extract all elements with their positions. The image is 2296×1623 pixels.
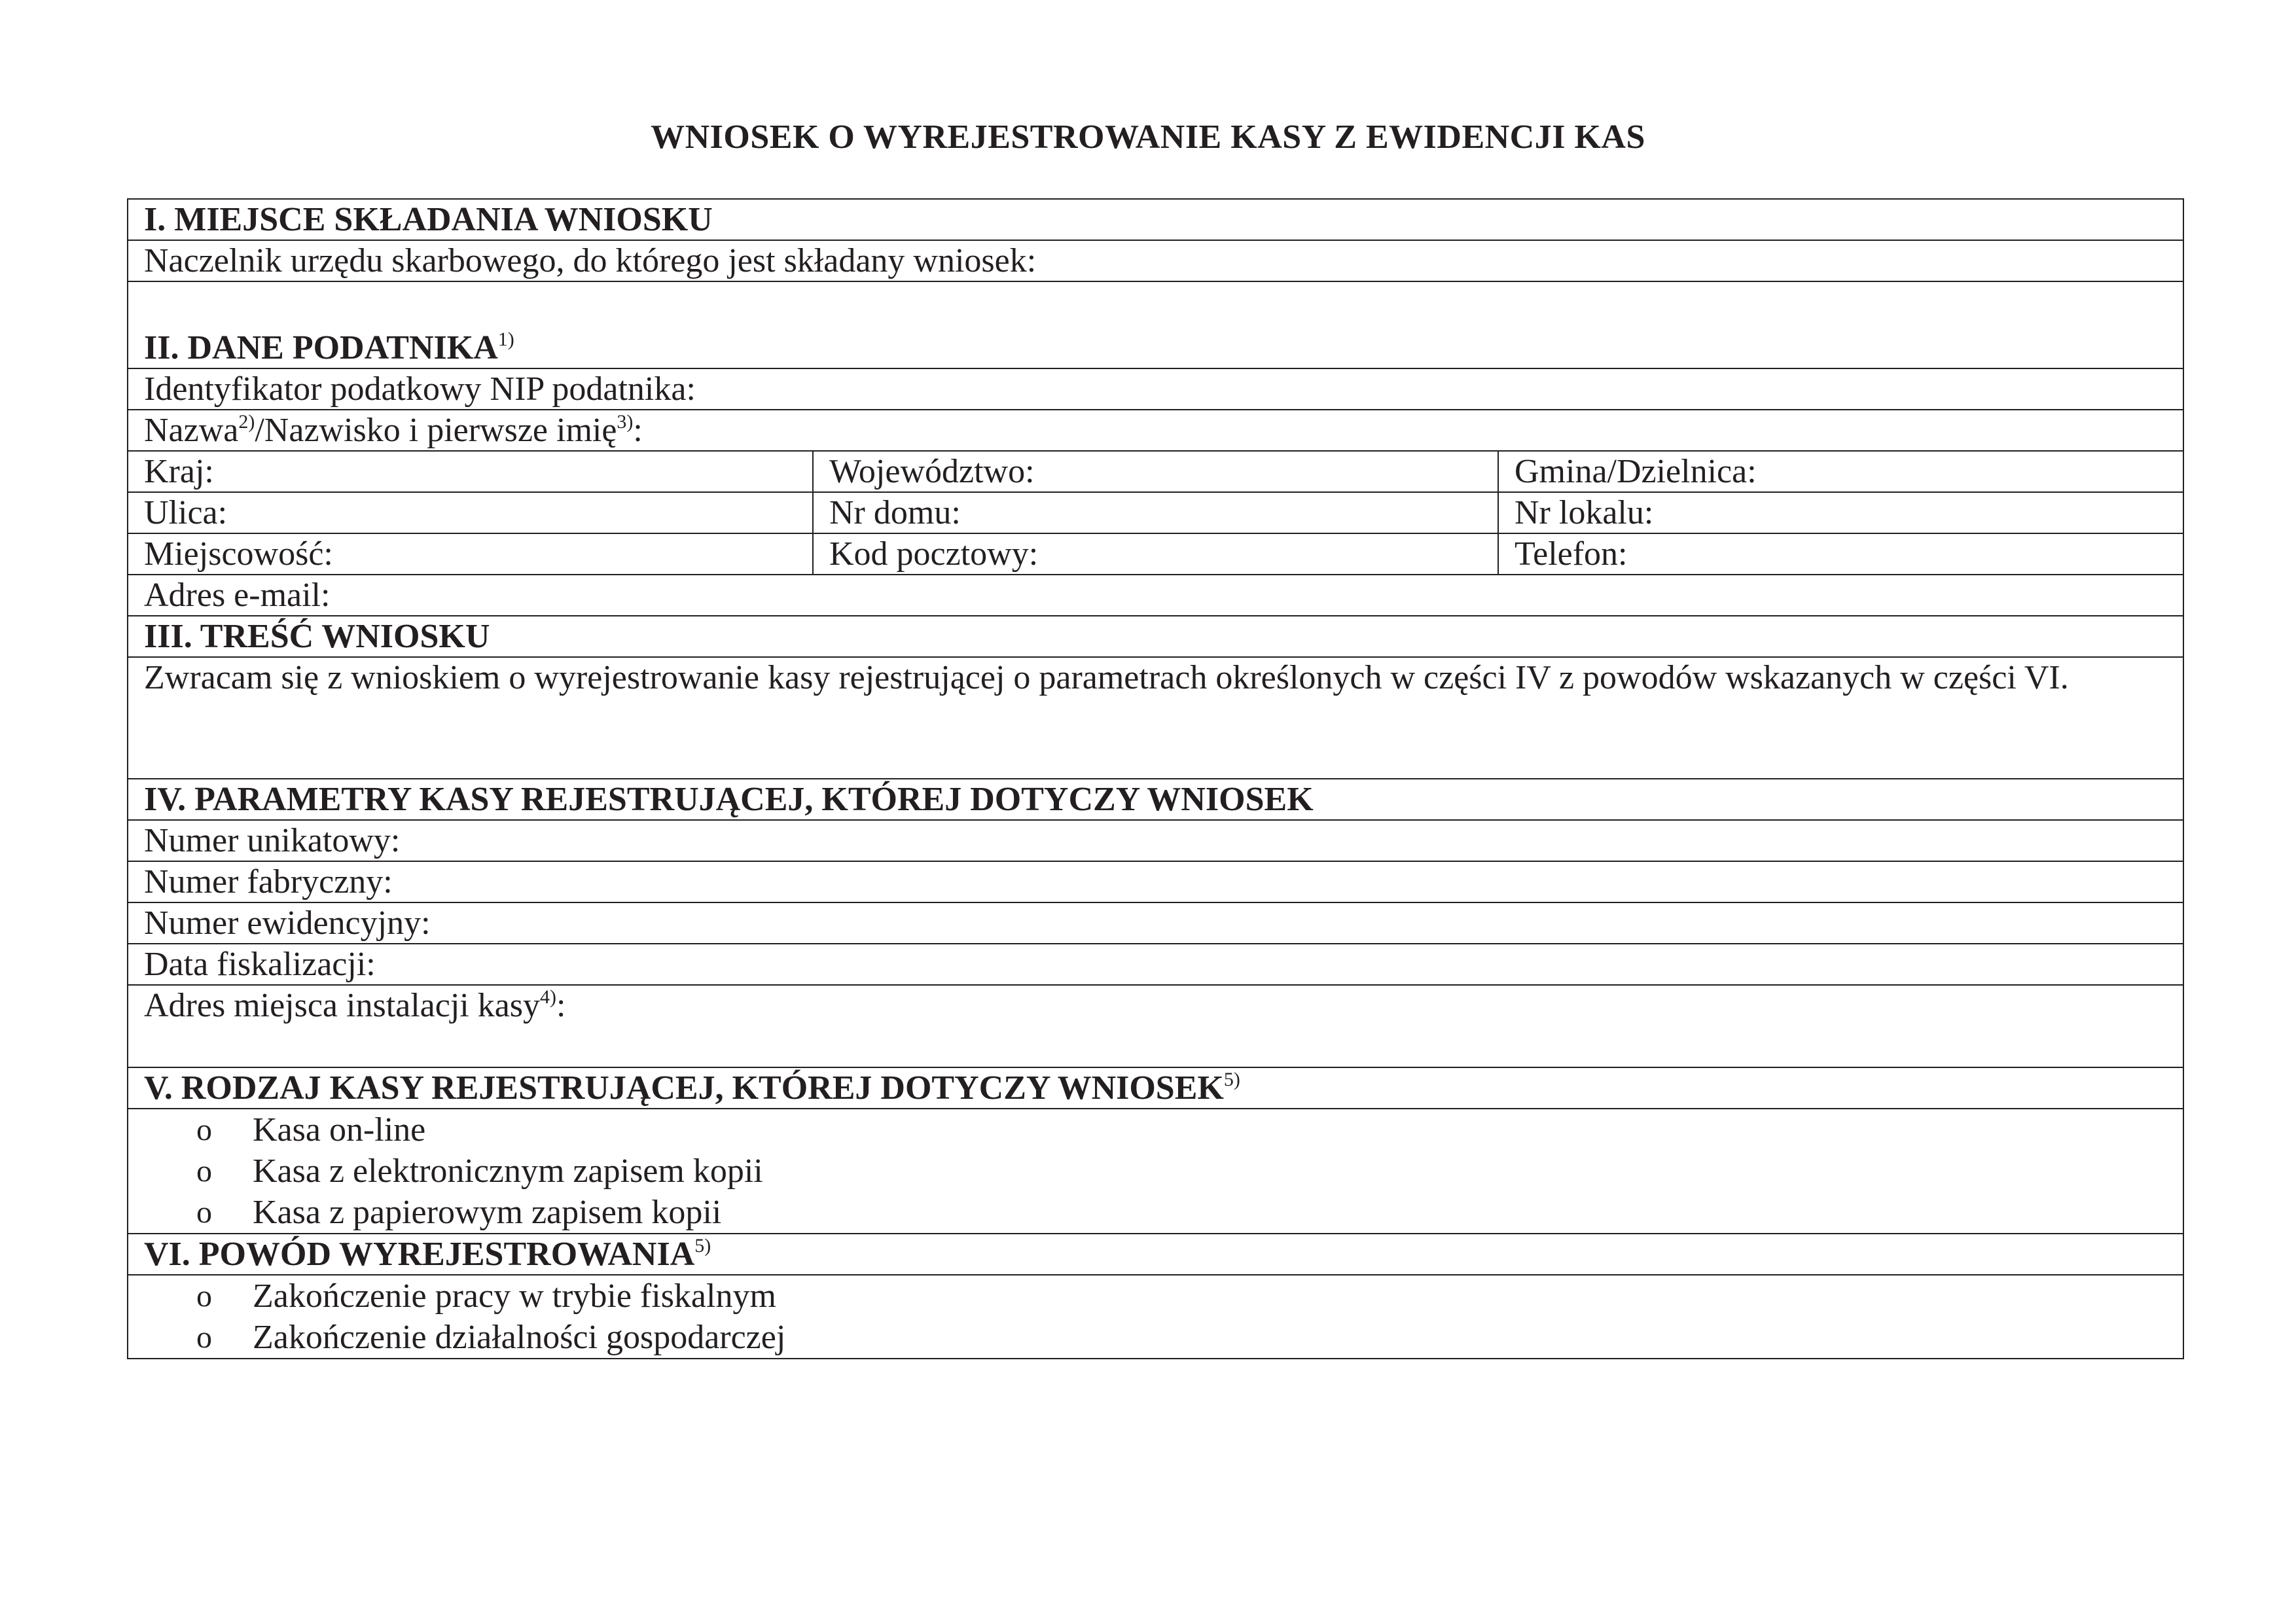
factory-number-field[interactable]: Numer fabryczny: — [128, 861, 2183, 902]
fiscalization-date-field[interactable]: Data fiskalizacji: — [128, 944, 2183, 985]
phone-field[interactable]: Telefon: — [1498, 533, 2183, 575]
option-label: Kasa on-line — [253, 1111, 426, 1149]
option-label: Zakończenie działalności gospodarczej — [253, 1319, 786, 1356]
section-4-heading: IV. PARAMETRY KASY REJESTRUJĄCEJ, KTÓREJ DOTYCZY WNIOSEK — [128, 779, 2183, 820]
section-5-heading-text: V. RODZAJ KASY REJESTRUJĄCEJ, KTÓREJ DOTYCZY WNIOSEK — [144, 1069, 1224, 1107]
footnote-ref-4: 4) — [540, 986, 557, 1008]
register-number-row — [128, 902, 2183, 944]
taxpayer-name-row — [128, 410, 2183, 451]
city-field[interactable]: Miejscowość: — [128, 533, 813, 575]
section-3-heading: III. TREŚĆ WNIOSKU — [128, 616, 2183, 657]
email-field[interactable]: Adres e-mail: — [128, 575, 2183, 616]
section-5-heading — [128, 1067, 2183, 1109]
deregistration-reason-row — [128, 1275, 2183, 1359]
footnote-ref-5: 5) — [1223, 1069, 1240, 1090]
section-4-header-row — [128, 779, 2183, 820]
section-6-header-row — [128, 1234, 2183, 1275]
request-text-row — [128, 657, 2183, 779]
install-address-row — [128, 985, 2183, 1067]
radio-circle-icon[interactable]: o — [196, 1320, 212, 1355]
footnote-ref-5b: 5) — [694, 1235, 711, 1257]
section-2-header-row — [128, 281, 2183, 368]
register-number-field[interactable]: Numer ewidencyjny: — [128, 902, 2183, 944]
factory-number-row — [128, 861, 2183, 902]
nip-field[interactable]: Identyfikator podatkowy NIP podatnika: — [128, 368, 2183, 410]
footnote-ref-2: 2) — [238, 411, 255, 433]
section-6-heading — [128, 1234, 2183, 1275]
address-row-3 — [128, 533, 2183, 575]
country-field[interactable]: Kraj: — [128, 451, 813, 492]
address-row-1 — [128, 451, 2183, 492]
voivodeship-field[interactable]: Województwo: — [813, 451, 1498, 492]
nip-row — [128, 368, 2183, 410]
section-5-header-row — [128, 1067, 2183, 1109]
section-1-heading: I. MIEJSCE SKŁADANIA WNIOSKU — [128, 199, 2183, 240]
unique-number-field[interactable]: Numer unikatowy: — [128, 820, 2183, 861]
form-title: WNIOSEK O WYREJESTROWANIE KASY Z EWIDENCJI KAS — [651, 118, 1645, 156]
name-label: Nazwa — [144, 412, 239, 449]
section-2-heading-text: II. DANE PODATNIKA — [144, 329, 498, 366]
footnote-ref-1: 1) — [497, 329, 514, 350]
municipality-field[interactable]: Gmina/Dzielnica: — [1498, 451, 2183, 492]
register-type-option-online[interactable] — [144, 1109, 2183, 1150]
install-address-field[interactable] — [128, 985, 2183, 1067]
radio-circle-icon[interactable]: o — [196, 1113, 212, 1147]
radio-circle-icon[interactable]: o — [196, 1279, 212, 1313]
option-label: Zakończenie pracy w trybie fiskalnym — [253, 1277, 776, 1315]
install-address-label: Adres miejsca instalacji kasy — [144, 987, 541, 1024]
apartment-number-field[interactable]: Nr lokalu: — [1498, 492, 2183, 533]
register-type-option-electronic-copy[interactable] — [144, 1150, 2183, 1192]
application-form — [127, 198, 2184, 1359]
register-type-options — [128, 1109, 2183, 1234]
deregistration-reason-options — [128, 1275, 2183, 1359]
reason-option-end-business[interactable] — [144, 1317, 2183, 1358]
request-text: Zwracam się z wnioskiem o wyrejestrowanie kasy rejestrującej o parametrach określonych w części IV z powodów wskazanych w części VI. — [128, 657, 2183, 779]
footnote-ref-3: 3) — [617, 411, 634, 433]
postal-code-field[interactable]: Kod pocztowy: — [813, 533, 1498, 575]
register-type-row — [128, 1109, 2183, 1234]
section-3-header-row — [128, 616, 2183, 657]
section-1-header-row — [128, 199, 2183, 240]
radio-circle-icon[interactable]: o — [196, 1154, 212, 1188]
tax-office-row — [128, 240, 2183, 281]
radio-circle-icon[interactable]: o — [196, 1195, 212, 1230]
option-label: Kasa z papierowym zapisem kopii — [253, 1194, 722, 1231]
address-row-2 — [128, 492, 2183, 533]
street-field[interactable]: Ulica: — [128, 492, 813, 533]
option-label: Kasa z elektronicznym zapisem kopii — [253, 1152, 763, 1190]
reason-option-end-fiscal-mode[interactable] — [144, 1275, 2183, 1317]
house-number-field[interactable]: Nr domu: — [813, 492, 1498, 533]
fiscalization-date-row — [128, 944, 2183, 985]
taxpayer-name-field[interactable] — [128, 410, 2183, 451]
tax-office-field[interactable]: Naczelnik urzędu skarbowego, do którego jest składany wniosek: — [128, 240, 2183, 281]
name-colon: : — [633, 412, 643, 449]
section-6-heading-text: VI. POWÓD WYREJESTROWANIA — [144, 1236, 695, 1273]
install-address-colon: : — [556, 987, 566, 1024]
email-row — [128, 575, 2183, 616]
surname-label: /Nazwisko i pierwsze imię — [255, 412, 617, 449]
section-2-heading — [128, 281, 2183, 368]
register-type-option-paper-copy[interactable] — [144, 1192, 2183, 1233]
unique-number-row — [128, 820, 2183, 861]
